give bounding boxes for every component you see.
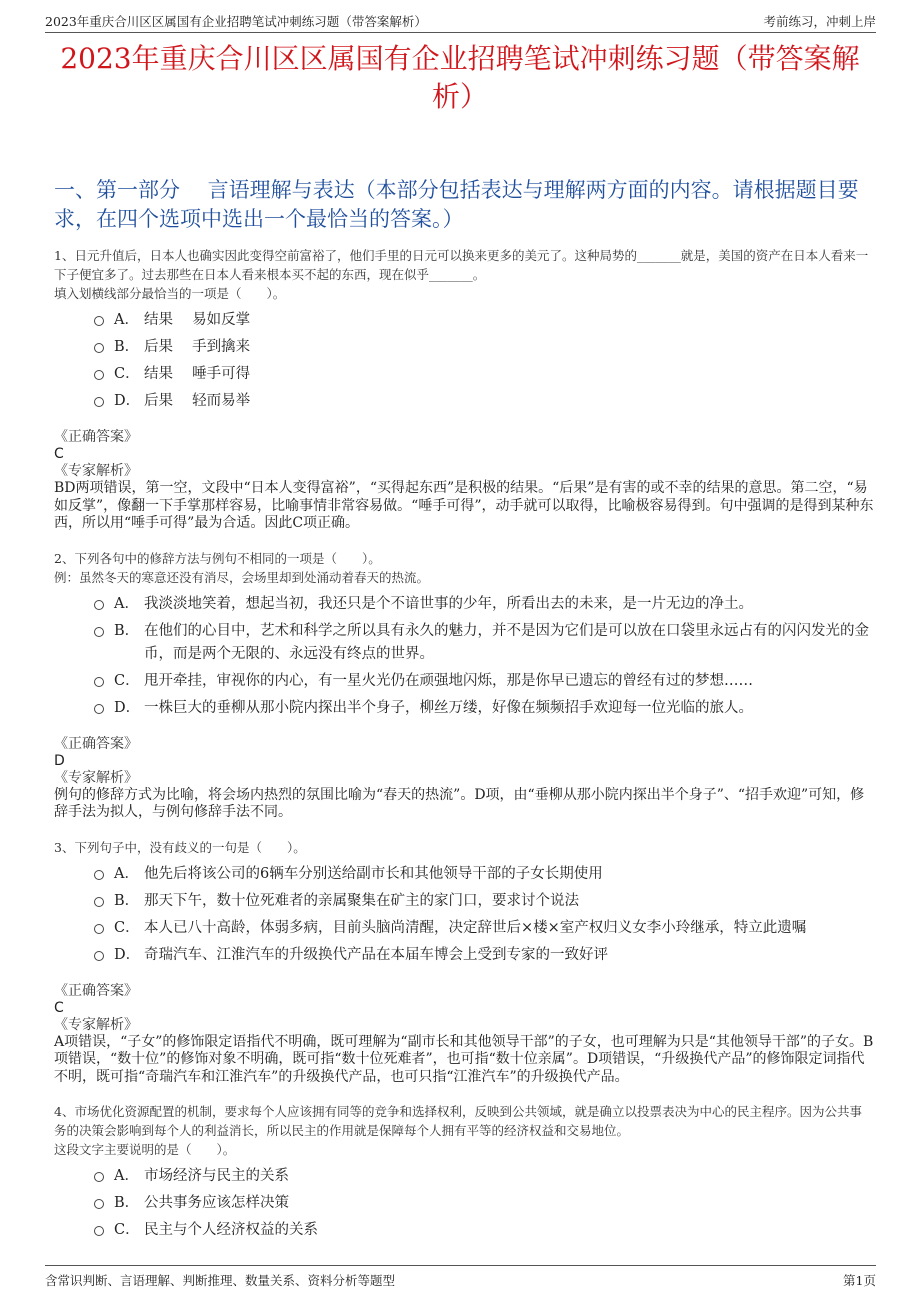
expert-label: 《专家解析》	[54, 769, 138, 786]
option-list	[94, 593, 874, 720]
option-text: 他先后将该公司的6辆车分别送给副市长和其他领导干部的子女长期使用	[144, 865, 603, 882]
option-d[interactable]	[94, 944, 874, 967]
answer-value: C	[54, 446, 64, 462]
answer-label: 《正确答案》	[54, 982, 138, 999]
radio-button-icon[interactable]	[94, 951, 104, 961]
radio-button-icon[interactable]	[94, 600, 104, 610]
option-text: 后果 手到擒来	[144, 339, 251, 355]
option-letter: C．	[114, 672, 140, 689]
question-prompt: 填入划横线部分最恰当的一项是（ ）。	[54, 286, 286, 301]
option-letter: A．	[114, 312, 139, 328]
option-text: 奇瑞汽车、江淮汽车的升级换代产品在本届车博会上受到专家的一致好评	[144, 946, 608, 963]
option-c[interactable]	[94, 363, 874, 386]
question-4	[54, 1102, 874, 1242]
option-text: 我淡淡地笑着，想起当初，我还只是个不谙世事的少年，所看出去的未来，是一片无边的净土。	[144, 595, 753, 612]
radio-button-icon[interactable]	[94, 343, 104, 353]
option-letter: B．	[114, 622, 140, 639]
option-d[interactable]	[94, 697, 874, 720]
option-b[interactable]	[94, 620, 874, 666]
option-text: 民主与个人经济权益的关系	[144, 1222, 318, 1238]
radio-button-icon[interactable]	[94, 870, 104, 880]
option-list	[94, 1165, 874, 1242]
explanation-text: A项错误，“子女”的修饰限定语指代不明确，既可理解为“副市长和其他领导干部”的子女，也可理解为只是“其他领导干部”的子女。B项错误，“数十位”的修饰对象不明确，既可指“数十位死难者”，也可指“数十位亲属”。D项错误，“升级换代产品”的修饰限定词指代不明，既可指“奇瑞汽车和江淮汽车”的升级换代产品，也可只指“江淮汽车”的升级换代产品。	[54, 1033, 874, 1085]
radio-button-icon[interactable]	[94, 397, 104, 407]
option-text: 市场经济与民主的关系	[144, 1168, 289, 1184]
answer-block	[54, 983, 874, 1087]
question-3	[54, 838, 874, 1087]
option-letter: D．	[114, 393, 141, 409]
radio-button-icon[interactable]	[94, 316, 104, 326]
option-b[interactable]	[94, 336, 874, 359]
option-text: 本人已八十高龄，体弱多病，目前头脑尚清醒，决定辞世后×楼×室产权归义女李小玲继承，特立此遗嘱	[144, 919, 807, 936]
option-d[interactable]	[94, 390, 874, 413]
radio-button-icon[interactable]	[94, 1172, 104, 1182]
radio-button-icon[interactable]	[94, 704, 104, 714]
option-b[interactable]	[94, 890, 874, 913]
option-letter: A．	[114, 595, 139, 612]
option-text: 结果 易如反掌	[144, 312, 251, 328]
page-title: 2023年重庆合川区区属国有企业招聘笔试冲刺练习题（带答案解析）	[60, 42, 860, 113]
radio-button-icon[interactable]	[94, 370, 104, 380]
question-1	[54, 246, 874, 533]
option-letter: B．	[114, 892, 140, 909]
radio-button-icon[interactable]	[94, 677, 104, 687]
option-a[interactable]	[94, 309, 874, 332]
option-letter: C．	[114, 1222, 140, 1238]
option-text: 甩开牵挂，审视你的内心，有一星火光仍在顽强地闪烁，那是你早已遗忘的曾经有过的梦想……	[144, 672, 753, 689]
option-b[interactable]	[94, 1192, 874, 1215]
option-a[interactable]	[94, 863, 874, 886]
answer-label: 《正确答案》	[54, 735, 138, 752]
option-a[interactable]	[94, 593, 874, 616]
footer-description: 含常识判断、言语理解、判断推理、数量关系、资料分析等题型	[45, 1273, 396, 1288]
expert-label: 《专家解析》	[54, 1016, 138, 1033]
answer-value: D	[54, 752, 65, 769]
question-2	[54, 549, 874, 822]
option-text: 在他们的心目中，艺术和科学之所以具有永久的魅力，并不是因为它们是可以放在口袋里永远占有的闪闪发光的金币，而是两个无限的、永远没有终点的世界。	[144, 622, 869, 662]
option-letter: B．	[114, 1195, 140, 1211]
expert-label: 《专家解析》	[54, 463, 138, 479]
option-text: 后果 轻而易举	[144, 393, 251, 409]
question-stem: 4、市场优化资源配置的机制，要求每个人应该拥有同等的竞争和选择权利，反映到公共领域，就是确立以投票表决为中心的民主程序。因为公共事务的决策会影响到每个人的利益消长，所以民主的作用就是保障每个人拥有平等的经济权益和交易地位。	[54, 1104, 862, 1138]
answer-block	[54, 736, 874, 822]
radio-button-icon[interactable]	[94, 627, 104, 637]
explanation-text: 例句的修辞方式为比喻，将会场内热烈的氛围比喻为“春天的热流”。D项，由“垂柳从那小院内探出半个身子”、“招手欢迎”可知，修辞手法为拟人，与例句修辞手法不同。	[54, 786, 865, 820]
option-letter: B．	[114, 339, 140, 355]
option-letter: D．	[114, 946, 141, 963]
option-list	[94, 863, 874, 967]
header-slogan: 考前练习，冲刺上岸	[763, 14, 876, 29]
question-stem: 3、下列句子中，没有歧义的一句是（ ）。	[54, 839, 306, 855]
question-list	[54, 246, 874, 1246]
answer-block	[54, 429, 874, 533]
option-c[interactable]	[94, 1219, 874, 1242]
option-text: 公共事务应该怎样决策	[144, 1195, 289, 1211]
option-letter: C．	[114, 366, 140, 382]
option-a[interactable]	[94, 1165, 874, 1188]
option-list	[94, 309, 874, 413]
page-number: 第1页	[843, 1273, 876, 1288]
option-letter: C．	[114, 919, 140, 936]
question-stem: 2、下列各句中的修辞方法与例句不相同的一项是（ ）。	[54, 550, 381, 566]
answer-value: C	[54, 999, 64, 1016]
header-doc-title: 2023年重庆合川区区属国有企业招聘笔试冲刺练习题（带答案解析）	[45, 14, 427, 29]
option-text: 结果 唾手可得	[144, 366, 251, 382]
radio-button-icon[interactable]	[94, 1199, 104, 1209]
section-heading: 一、第一部分 言语理解与表达（本部分包括表达与理解两方面的内容。请根据题目要求，在四个选项中选出一个最恰当的答案。）	[54, 178, 859, 231]
option-letter: A．	[114, 1168, 139, 1184]
question-stem: 1、日元升值后，日本人也确实因此变得空前富裕了，他们手里的日元可以换来更多的美元了。这种局势的_______就是，美国的资产在日本人看来一下子便宜多了。过去那些在日本人看来根本买不起的东西，现在似乎_______。	[54, 248, 869, 282]
option-text: 那天下午，数十位死难者的亲属聚集在矿主的家门口，要求讨个说法	[144, 892, 579, 909]
option-c[interactable]	[94, 917, 874, 940]
page-footer	[45, 1265, 876, 1290]
radio-button-icon[interactable]	[94, 924, 104, 934]
radio-button-icon[interactable]	[94, 897, 104, 907]
question-prompt: 这段文字主要说明的是（ ）。	[54, 1142, 236, 1157]
radio-button-icon[interactable]	[94, 1226, 104, 1236]
answer-label: 《正确答案》	[54, 429, 138, 445]
page-header	[45, 10, 876, 33]
option-letter: D．	[114, 699, 141, 716]
option-c[interactable]	[94, 670, 874, 693]
option-letter: A．	[114, 865, 139, 882]
option-text: 一株巨大的垂柳从那小院内探出半个身子，柳丝万缕，好像在频频招手欢迎每一位光临的旅人。	[144, 699, 753, 716]
explanation-text: BD两项错误，第一空，文段中“日本人变得富裕”，“买得起东西”是积极的结果。“后果”是有害的或不幸的结果的意思。第二空，“易如反掌”，像翻一下手掌那样容易，比喻事情非常容易做。“唾手可得”，动手就可以取得，比喻极容易得到。句中强调的是得到某种东西，所以用“唾手可得”最为合适。因此C项正确。	[54, 480, 874, 531]
question-example: 例：虽然冬天的寒意还没有消尽，会场里却到处涌动着春天的热流。	[54, 569, 430, 585]
